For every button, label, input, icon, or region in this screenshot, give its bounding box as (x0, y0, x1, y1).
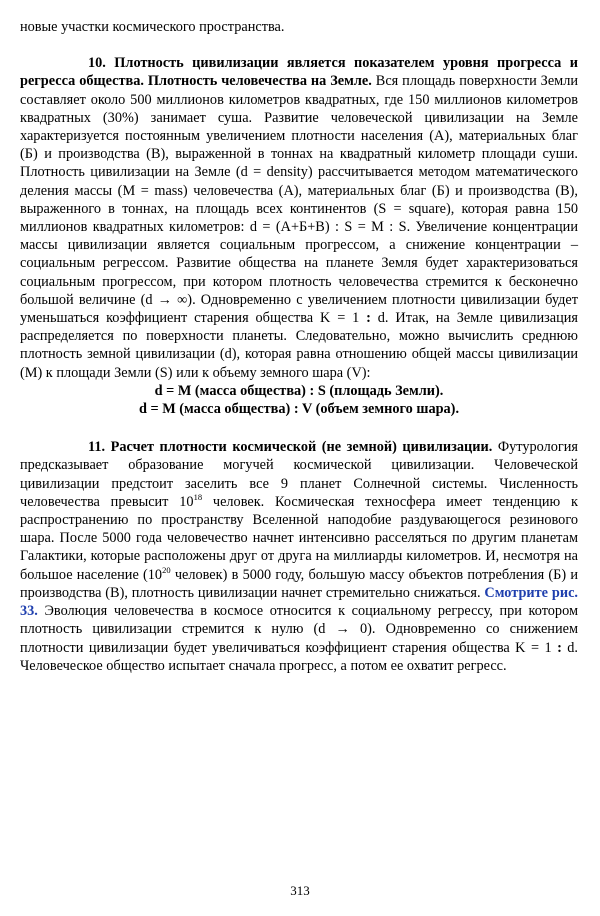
section-11-paragraph (20, 438, 578, 675)
intro-line: новые участки космического пространства. (20, 19, 285, 35)
section-11-body-part4: Эволюция человечества в космосе относится к социальному регрессу, при котором плотность цивилизации стремится к нулю (d → 0). Одновременно со снижением плотности цивилизации будет увеличиваться коэффициент старения общества K = 1 (20, 603, 578, 656)
section-11-body-part1: Футурология предсказывает образование могучей космической цивилизации. Человеческой цивилизации предстоит заселить все 9 планет Солнечной системы. Численность человечества превысит 10 (20, 439, 578, 510)
section-10-colon: : (366, 310, 371, 327)
formula-density-area: d = M (масса общества) : S (площадь Земли). (154, 382, 444, 399)
section-10-body-part2: d. Итак, на Земле цивилизация распределяется по поверхности планеты. Следовательно, можно вычислить среднюю плотность земной цивилизации (d), которая равна отношению общей массы цивилизации (M) к площади Земли (S) или к объему земного шара (V): (20, 310, 578, 381)
formula-density-volume: d = M (масса общества) : V (объем земного шара). (138, 401, 460, 418)
section-10-heading: 10. Плотность цивилизации является показателем уровня прогресса и регресса общества. Плотность человечества на Земле. (20, 55, 578, 90)
exponent-18: 18 (193, 491, 203, 502)
page-number: 313 (290, 883, 310, 898)
section-10-paragraph (20, 54, 578, 382)
section-10-body-part1: Вся площадь поверхности Земли составляет около 500 миллионов километров квадратных, где 150 миллионов километров квадратных (30%) занимает суша. Развитие человеческой цивилизации на Земле характеризуется постоянным увеличением плотности населения (А), материальных благ (Б) и производства (В), выраженной в тоннах на квадратный километр площади суши. Плотность цивилизации на Земле (d = density) рассчитывается методом математического деления массы (М = mass) человечества (А), материальных благ (Б) и производства (В), выраженного в тоннах, на площадь всех континентов (S = square), которая равна 150 миллионов квадратных километров: d = (А+Б+В) : S = M : S. Увеличение концентрации массы цивилизации является социальным прогрессом, а снижение концентрации – социальным регрессом. Развитие общества на планете Земля будет характеризоваться социальным прогрессом, при котором плотность человечества стремится к бесконечно большой величине (d → ∞). Одновременно с увеличением плотности цивилизации будет уменьшаться коэффициент старения общества K = 1 (20, 73, 579, 327)
section-11-colon: : (557, 639, 562, 656)
section-11-heading: 11. Расчет плотности космической (не земной) цивилизации. (88, 439, 493, 456)
section-11-body-part2: человек. Космическая техносфера имеет тенденцию к распространению по пространству Вселенной наподобие раздувающегося резинового шара. После 5000 года человечество начнет интенсивно расселяться по другим планетам Галактики, которые расположены друг от друга на миллиарды километров. И, несмотря на большое население (10 (20, 493, 578, 583)
exponent-20: 20 (162, 564, 171, 575)
figure-33-link[interactable]: Смотрите рис. 33. (20, 584, 578, 620)
page-content (20, 18, 578, 675)
section-11-body-part3: человек) в 5000 году, большую массу объектов потребления (Б) и производства (В), плотность цивилизации начнет стремительно снижаться. (20, 566, 578, 601)
section-11-body-part5: d. Человеческое общество испытает сначала прогресс, а потом ее охватит регресс. (20, 639, 578, 674)
